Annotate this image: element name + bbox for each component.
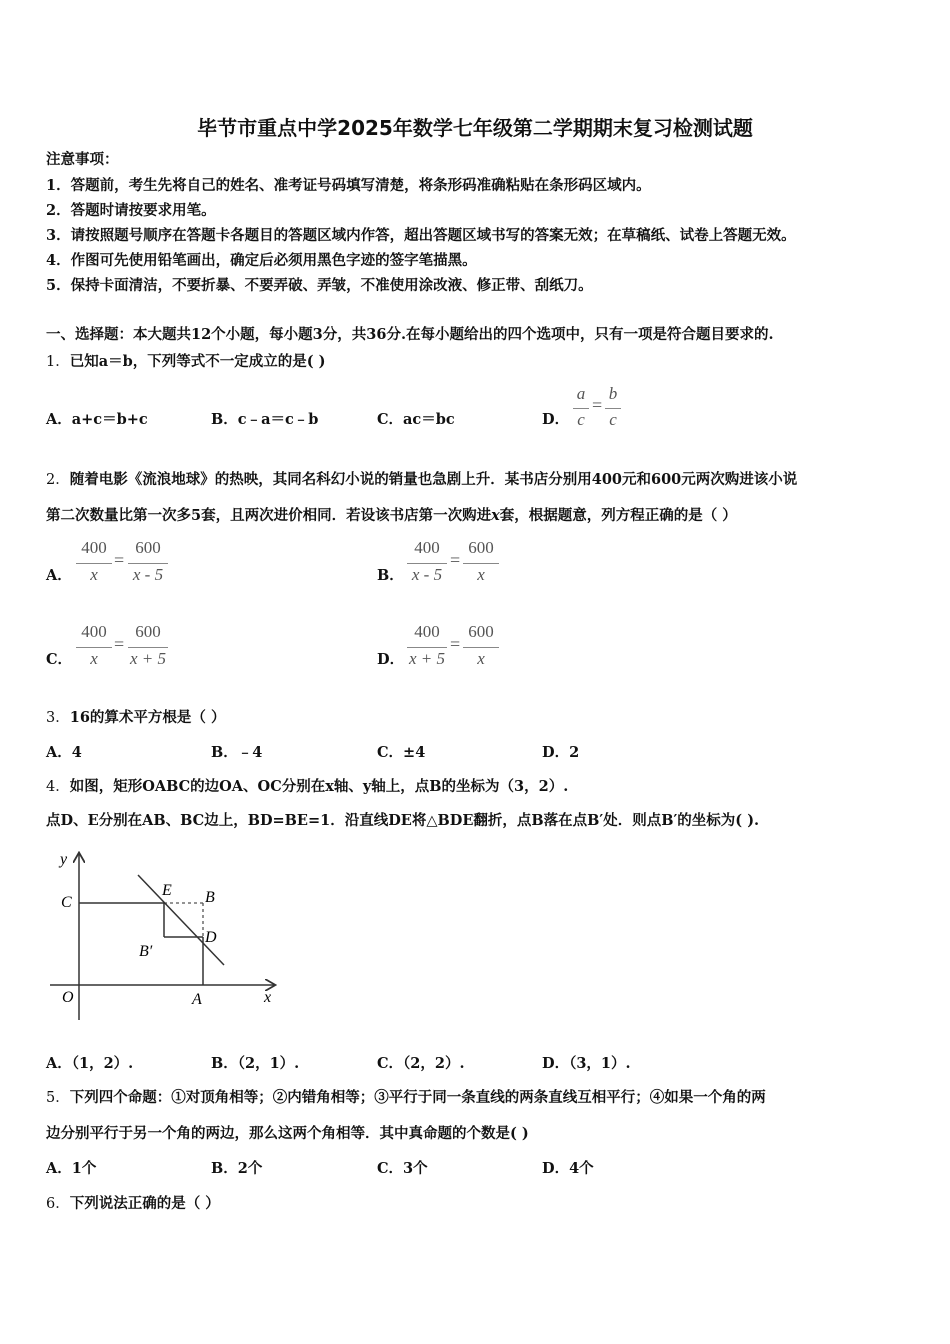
denominator: c: [609, 410, 617, 429]
q2-fraction-c: [76, 622, 176, 674]
equals-sign: =: [450, 550, 461, 570]
q4-option-d: D．（3，1）.: [542, 1055, 631, 1072]
equals-sign: =: [114, 550, 125, 570]
variable-x: x: [491, 507, 500, 524]
q3-option-d: D．2: [542, 744, 580, 761]
question-number: 4．: [46, 779, 70, 795]
question-3: [46, 708, 225, 728]
q1-option-a: A．a+c＝b+c: [46, 411, 148, 428]
question-4: [46, 777, 568, 797]
q1-option-b: B．c﹣a＝c﹣b: [211, 411, 319, 428]
question-6: [46, 1194, 220, 1214]
notice-item-1: 1．答题前，考生先将自己的姓名、准考证号码填写清楚，将条形码准确粘贴在条形码区域内。: [46, 177, 651, 194]
question-text: 下列说法正确的是（ ）: [69, 1195, 220, 1212]
numerator: 400: [414, 622, 440, 641]
question-number: 5．: [46, 1090, 70, 1106]
numerator: a: [576, 384, 586, 403]
section-heading: 一、选择题：本大题共12个小题，每小题3分，共36分.在每小题给出的四个选项中，只有一项是符合题目要求的.: [46, 326, 774, 343]
label-b-prime: B′: [139, 943, 153, 960]
q5-option-c: C．3个: [377, 1160, 428, 1177]
fraction-bar: [407, 563, 447, 564]
question-text-line1: 如图，矩形OABC的边OA、OC分别在x轴、y轴上，点B的坐标为（3，2）.: [69, 778, 569, 795]
denominator: x: [90, 649, 98, 668]
denominator: x: [477, 565, 485, 584]
q1-option-d: D．: [542, 411, 570, 428]
numerator: 400: [414, 538, 440, 557]
question-number: 6．: [46, 1196, 70, 1212]
numerator: 600: [468, 622, 494, 641]
equals-sign: =: [450, 634, 461, 654]
equals-sign: =: [114, 634, 125, 654]
question-text: 已知a＝b，下列等式不一定成立的是( ): [69, 353, 326, 370]
q2-fraction-b: [407, 538, 507, 590]
question-text-line1: 下列四个命题：①对顶角相等；②内错角相等；③平行于同一条直线的两条直线互相平行；④如果一个角的两: [69, 1089, 766, 1106]
q3-option-b: B．﹣4: [211, 744, 263, 761]
fraction-bar: [573, 408, 589, 409]
question-2: [46, 470, 797, 490]
question-text-line2a: 第二次数量比第一次多5套，且两次进价相同．若设该书店第一次购进: [46, 507, 492, 524]
label-d: D: [205, 929, 217, 946]
q4-coordinate-figure: [46, 842, 286, 1032]
question-text-line1: 随着电影《流浪地球》的热映，其同名科幻小说的销量也急剧上升．某书店分别用400元和600元两次购进该小说: [69, 471, 798, 488]
fraction-bar: [407, 647, 447, 648]
q3-option-a: A．4: [46, 744, 82, 761]
q2-option-b-label: B．: [377, 567, 404, 584]
notice-heading: 注意事项：: [46, 151, 119, 168]
equals-sign: =: [592, 395, 603, 415]
question-number: 1．: [46, 354, 70, 370]
notice-item-3: 3．请按照题号顺序在答题卡各题目的答题区域内作答，超出答题区域书写的答案无效；在草稿纸、试卷上答题无效。: [46, 227, 796, 244]
label-x: x: [264, 989, 272, 1006]
numerator: 400: [81, 538, 107, 557]
notice-item-4: 4．作图可先使用铅笔画出，确定后必须用黑色字迹的签字笔描黑。: [46, 252, 477, 269]
fraction-bar: [128, 647, 168, 648]
q5-option-a: A．1个: [46, 1160, 97, 1177]
numerator: 400: [81, 622, 107, 641]
denominator: c: [577, 410, 585, 429]
notice-item-2: 2．答题时请按要求用笔。: [46, 202, 216, 219]
denominator: x + 5: [408, 649, 446, 668]
q2-option-c-label: C．: [46, 651, 73, 668]
numerator: 600: [135, 622, 161, 641]
label-b: B: [205, 889, 215, 906]
q2-fraction-a: [76, 538, 176, 590]
notice-item-5: 5．保持卡面清洁，不要折暴、不要弄破、弄皱，不准使用涂改液、修正带、刮纸刀。: [46, 277, 593, 294]
denominator: x - 5: [132, 565, 164, 584]
numerator: b: [608, 384, 618, 403]
numerator: 600: [468, 538, 494, 557]
q3-option-c: C．±4: [377, 744, 426, 761]
q5-option-b: B．2个: [211, 1160, 263, 1177]
fraction-bar: [463, 563, 499, 564]
q2-option-d-label: D．: [377, 651, 405, 668]
label-c: C: [61, 894, 72, 911]
question-5: [46, 1088, 766, 1108]
denominator: x - 5: [411, 565, 443, 584]
q2-option-a-label: A．: [46, 567, 72, 584]
fraction-bar: [76, 563, 112, 564]
question-2-line2: [46, 506, 737, 526]
q5-option-d: D．4个: [542, 1160, 594, 1177]
label-a: A: [192, 991, 202, 1008]
denominator: x: [477, 649, 485, 668]
denominator: x + 5: [129, 649, 167, 668]
q1-fraction-d: [570, 384, 630, 434]
denominator: x: [90, 565, 98, 584]
fraction-bar: [463, 647, 499, 648]
question-text: 16的算术平方根是（ ）: [69, 709, 226, 726]
fraction-bar: [76, 647, 112, 648]
label-y: y: [60, 851, 68, 868]
q4-option-c: C．（2，2）.: [377, 1055, 465, 1072]
page-title: 毕节市重点中学2025年数学七年级第二学期期末复习检测试题: [197, 116, 753, 140]
q2-fraction-d: [407, 622, 507, 674]
fraction-bar: [605, 408, 621, 409]
numerator: 600: [135, 538, 161, 557]
question-4-line2: 点D、E分别在AB、BC边上，BD=BE=1．沿直线DE将△BDE翻折，点B落在点B′处．则点B′的坐标为( ).: [46, 812, 760, 829]
label-e: E: [162, 882, 172, 899]
question-number: 3．: [46, 710, 70, 726]
q4-option-a: A．（1，2）.: [46, 1055, 134, 1072]
q1-option-c: C．ac＝bc: [377, 411, 455, 428]
question-1: [46, 352, 326, 372]
fraction-bar: [128, 563, 168, 564]
label-o: O: [62, 989, 74, 1006]
question-text-line2b: 套，根据题意，列方程正确的是（ ）: [499, 507, 737, 524]
q4-option-b: B．（2，1）.: [211, 1055, 300, 1072]
question-5-line2: 边分别平行于另一个角的两边，那么这两个角相等．其中真命题的个数是( ): [46, 1125, 529, 1142]
question-number: 2．: [46, 472, 70, 488]
